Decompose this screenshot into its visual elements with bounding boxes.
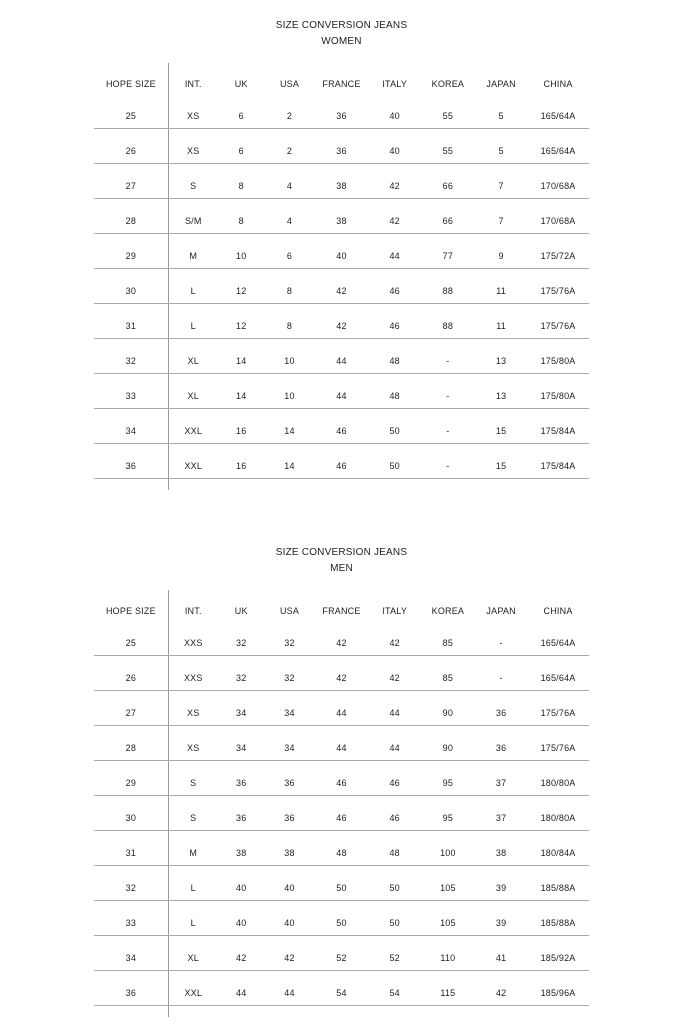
- table-cell: 42: [314, 620, 368, 655]
- table-cell: 42: [369, 655, 421, 690]
- table-cell: 165/64A: [527, 128, 589, 163]
- table-cell: 185/92A: [527, 935, 589, 970]
- table-cell: -: [421, 408, 475, 443]
- table-cell: 38: [475, 830, 527, 865]
- table-cell: 16: [218, 443, 265, 478]
- table-cell: 105: [421, 900, 475, 935]
- table-cell: 36: [475, 690, 527, 725]
- table-cell: 36: [94, 970, 168, 1005]
- table-cell: 44: [369, 690, 421, 725]
- column-header-japan: JAPAN: [486, 606, 516, 616]
- table-cell: XS: [168, 128, 218, 163]
- table-cell: 42: [218, 935, 265, 970]
- table-cell: 50: [369, 900, 421, 935]
- table-cell: 28: [94, 725, 168, 760]
- table-cell: 8: [218, 163, 265, 198]
- table-cell: 6: [265, 233, 315, 268]
- table-cell: 85: [421, 620, 475, 655]
- table-cell: 44: [314, 373, 368, 408]
- table-cell: 15: [475, 443, 527, 478]
- column-header-hope-size: HOPE SIZE: [94, 590, 168, 620]
- table-cell: 5: [475, 128, 527, 163]
- column-header-usa: USA: [279, 606, 300, 616]
- table-row: [94, 303, 589, 338]
- table-cell: 29: [94, 760, 168, 795]
- table-row: [94, 620, 589, 655]
- table-cell: 15: [475, 408, 527, 443]
- column-header-italy: ITALY: [382, 606, 408, 616]
- table-cell: 14: [265, 408, 315, 443]
- table-row: [94, 795, 589, 830]
- table-cell: M: [168, 233, 218, 268]
- table-cell: 30: [94, 795, 168, 830]
- table-cell: 77: [421, 233, 475, 268]
- table-cell: 12: [218, 268, 265, 303]
- table-cell: 40: [369, 128, 421, 163]
- table-cell: 36: [218, 760, 265, 795]
- table-row: [94, 865, 589, 900]
- table-cell: 180/80A: [527, 760, 589, 795]
- table-cell: 33: [94, 373, 168, 408]
- table-cell: 48: [314, 830, 368, 865]
- table-row: [94, 163, 589, 198]
- table-cell: 180/80A: [527, 795, 589, 830]
- table-cell: 88: [421, 303, 475, 338]
- column-header-uk: UK: [234, 606, 248, 616]
- table-cell: 115: [421, 970, 475, 1005]
- table-cell: 46: [369, 268, 421, 303]
- table-cell: 44: [314, 338, 368, 373]
- table-row: [94, 655, 589, 690]
- table-row: [94, 268, 589, 303]
- column-header-hope-size: HOPE SIZE: [94, 63, 168, 93]
- table-cell: L: [168, 900, 218, 935]
- table-cell: 42: [314, 655, 368, 690]
- table-cell: 29: [94, 233, 168, 268]
- table-cell: 34: [94, 408, 168, 443]
- title-line-2: WOMEN: [321, 36, 362, 47]
- table-cell: XL: [168, 373, 218, 408]
- table-cell: L: [168, 268, 218, 303]
- table-cell: 175/76A: [527, 303, 589, 338]
- table-cell: 165/64A: [527, 620, 589, 655]
- column-header-italy: ITALY: [382, 79, 408, 89]
- table-cell: 105: [421, 865, 475, 900]
- table-cell: 34: [94, 935, 168, 970]
- size-conversion-section-men: [0, 545, 683, 1017]
- table-row: [94, 128, 589, 163]
- header-row: [94, 590, 589, 620]
- column-header-china: CHINA: [543, 79, 573, 89]
- table-cell: 13: [475, 338, 527, 373]
- table-cell: 54: [314, 970, 368, 1005]
- table-cell: -: [475, 655, 527, 690]
- table-cell: 38: [265, 830, 315, 865]
- table-cell: 37: [475, 760, 527, 795]
- table-cell: 44: [314, 725, 368, 760]
- table-cell: XXS: [168, 620, 218, 655]
- table-cell: 46: [314, 408, 368, 443]
- table-cell: XS: [168, 725, 218, 760]
- table-cell: 4: [265, 198, 315, 233]
- table-cell: XS: [168, 93, 218, 128]
- divider-tail-row: [94, 478, 589, 490]
- table-cell: 170/68A: [527, 163, 589, 198]
- column-header-japan: JAPAN: [486, 79, 516, 89]
- table-cell: 36: [475, 725, 527, 760]
- size-conversion-table-women: [94, 63, 589, 490]
- table-cell: 32: [218, 655, 265, 690]
- table-cell: 11: [475, 268, 527, 303]
- table-cell: 37: [475, 795, 527, 830]
- title-line-1: SIZE CONVERSION JEANS: [275, 20, 408, 31]
- size-conversion-table-men: [94, 590, 589, 1017]
- table-cell: XL: [168, 338, 218, 373]
- table-row: [94, 725, 589, 760]
- table-cell: 100: [421, 830, 475, 865]
- table-cell: 39: [475, 900, 527, 935]
- table-cell: 32: [94, 865, 168, 900]
- table-cell: 42: [314, 303, 368, 338]
- table-cell: 55: [421, 128, 475, 163]
- table-cell: 36: [314, 93, 368, 128]
- table-cell: -: [421, 443, 475, 478]
- table-row: [94, 93, 589, 128]
- table-cell: 52: [314, 935, 368, 970]
- table-cell: 42: [475, 970, 527, 1005]
- table-cell: 44: [314, 690, 368, 725]
- table-cell: S: [168, 795, 218, 830]
- table-cell: 5: [475, 93, 527, 128]
- table-cell: 32: [265, 620, 315, 655]
- table-cell: 40: [265, 865, 315, 900]
- table-cell: 50: [369, 408, 421, 443]
- table-row: [94, 373, 589, 408]
- table-row: [94, 408, 589, 443]
- table-cell: 12: [218, 303, 265, 338]
- title-line-1: SIZE CONVERSION JEANS: [275, 547, 408, 558]
- table-cell: 44: [265, 970, 315, 1005]
- table-cell: 50: [314, 865, 368, 900]
- table-cell: 30: [94, 268, 168, 303]
- table-cell: 55: [421, 93, 475, 128]
- table-cell: 26: [94, 128, 168, 163]
- table-cell: XXS: [168, 655, 218, 690]
- column-header-korea: KOREA: [431, 79, 465, 89]
- table-cell: 175/80A: [527, 338, 589, 373]
- table-cell: 50: [369, 443, 421, 478]
- table-row: [94, 935, 589, 970]
- table-cell: 6: [218, 93, 265, 128]
- table-cell: 42: [265, 935, 315, 970]
- table-cell: 42: [369, 198, 421, 233]
- table-cell: 175/84A: [527, 443, 589, 478]
- table-cell: 36: [218, 795, 265, 830]
- table-cell: 44: [218, 970, 265, 1005]
- table-cell: 27: [94, 163, 168, 198]
- table-cell: 2: [265, 128, 315, 163]
- table-cell: 175/84A: [527, 408, 589, 443]
- table-cell: XXL: [168, 443, 218, 478]
- column-header-france: FRANCE: [322, 606, 361, 616]
- table-cell: 34: [265, 725, 315, 760]
- table-cell: 46: [369, 303, 421, 338]
- table-cell: 32: [94, 338, 168, 373]
- table-cell: S/M: [168, 198, 218, 233]
- table-cell: 25: [94, 620, 168, 655]
- table-cell: 40: [314, 233, 368, 268]
- table-cell: 32: [218, 620, 265, 655]
- table-cell: 165/64A: [527, 93, 589, 128]
- table-row: [94, 443, 589, 478]
- table-cell: 44: [369, 725, 421, 760]
- table-cell: 44: [369, 233, 421, 268]
- table-cell: S: [168, 163, 218, 198]
- divider-tail-row: [94, 1005, 589, 1017]
- table-row: [94, 233, 589, 268]
- table-cell: 33: [94, 900, 168, 935]
- title-line-2: MEN: [330, 563, 353, 574]
- table-cell: 175/76A: [527, 725, 589, 760]
- table-row: [94, 900, 589, 935]
- spacer-cell: [168, 478, 589, 490]
- table-cell: XXL: [168, 408, 218, 443]
- table-cell: 14: [218, 373, 265, 408]
- table-cell: 13: [475, 373, 527, 408]
- table-cell: XS: [168, 690, 218, 725]
- column-header-uk: UK: [234, 79, 248, 89]
- table-cell: 90: [421, 690, 475, 725]
- table-row: [94, 830, 589, 865]
- table-cell: 34: [265, 690, 315, 725]
- table-cell: 40: [218, 865, 265, 900]
- table-row: [94, 760, 589, 795]
- table-cell: -: [421, 373, 475, 408]
- table-cell: 8: [265, 268, 315, 303]
- table-cell: 27: [94, 690, 168, 725]
- table-title-women: [0, 18, 683, 50]
- table-cell: 42: [369, 620, 421, 655]
- table-cell: 7: [475, 163, 527, 198]
- table-cell: 54: [369, 970, 421, 1005]
- table-cell: 90: [421, 725, 475, 760]
- table-cell: 11: [475, 303, 527, 338]
- table-cell: 52: [369, 935, 421, 970]
- table-cell: 175/76A: [527, 268, 589, 303]
- table-cell: 14: [265, 443, 315, 478]
- table-cell: 40: [218, 900, 265, 935]
- header-row: [94, 63, 589, 93]
- column-header-korea: KOREA: [431, 606, 465, 616]
- table-cell: -: [475, 620, 527, 655]
- column-header-china: CHINA: [543, 606, 573, 616]
- table-cell: 36: [94, 443, 168, 478]
- table-cell: 31: [94, 830, 168, 865]
- table-cell: 175/72A: [527, 233, 589, 268]
- table-cell: 50: [369, 865, 421, 900]
- table-cell: 26: [94, 655, 168, 690]
- table-cell: 185/88A: [527, 865, 589, 900]
- table-cell: 48: [369, 373, 421, 408]
- table-cell: 2: [265, 93, 315, 128]
- table-row: [94, 970, 589, 1005]
- table-cell: 175/80A: [527, 373, 589, 408]
- table-cell: 88: [421, 268, 475, 303]
- table-cell: 36: [314, 128, 368, 163]
- table-cell: 66: [421, 198, 475, 233]
- table-cell: 36: [265, 760, 315, 795]
- divider-tail: [94, 1005, 168, 1017]
- table-cell: 6: [218, 128, 265, 163]
- table-cell: 32: [265, 655, 315, 690]
- table-cell: 40: [265, 900, 315, 935]
- table-cell: 95: [421, 795, 475, 830]
- table-cell: 50: [314, 900, 368, 935]
- table-row: [94, 198, 589, 233]
- table-cell: 42: [314, 268, 368, 303]
- table-cell: 185/88A: [527, 900, 589, 935]
- table-cell: 10: [218, 233, 265, 268]
- table-cell: XL: [168, 935, 218, 970]
- table-cell: 48: [369, 338, 421, 373]
- table-cell: 110: [421, 935, 475, 970]
- table-cell: S: [168, 760, 218, 795]
- table-cell: 7: [475, 198, 527, 233]
- table-cell: 85: [421, 655, 475, 690]
- table-cell: 34: [218, 725, 265, 760]
- table-cell: 8: [265, 303, 315, 338]
- table-cell: 39: [475, 865, 527, 900]
- table-cell: 165/64A: [527, 655, 589, 690]
- column-header-int: INT.: [184, 606, 202, 616]
- table-cell: 38: [314, 198, 368, 233]
- column-header-int: INT.: [184, 79, 202, 89]
- size-conversion-section-women: [0, 0, 683, 490]
- table-cell: 10: [265, 338, 315, 373]
- table-cell: 14: [218, 338, 265, 373]
- table-cell: 25: [94, 93, 168, 128]
- table-cell: 36: [265, 795, 315, 830]
- table-cell: L: [168, 303, 218, 338]
- spacer-cell: [168, 1005, 589, 1017]
- table-cell: 95: [421, 760, 475, 795]
- table-row: [94, 690, 589, 725]
- table-cell: 31: [94, 303, 168, 338]
- table-cell: 48: [369, 830, 421, 865]
- table-cell: 9: [475, 233, 527, 268]
- column-header-usa: USA: [279, 79, 300, 89]
- table-cell: 38: [218, 830, 265, 865]
- table-cell: 42: [369, 163, 421, 198]
- table-cell: M: [168, 830, 218, 865]
- table-cell: 34: [218, 690, 265, 725]
- table-cell: 28: [94, 198, 168, 233]
- table-title-men: [0, 545, 683, 577]
- table-cell: 8: [218, 198, 265, 233]
- table-row: [94, 338, 589, 373]
- divider-tail: [94, 478, 168, 490]
- column-header-france: FRANCE: [322, 79, 361, 89]
- table-cell: 40: [369, 93, 421, 128]
- table-cell: 66: [421, 163, 475, 198]
- table-cell: 46: [314, 443, 368, 478]
- table-cell: 180/84A: [527, 830, 589, 865]
- table-cell: 46: [369, 795, 421, 830]
- table-cell: 16: [218, 408, 265, 443]
- table-cell: 46: [314, 760, 368, 795]
- table-cell: 185/96A: [527, 970, 589, 1005]
- table-cell: 175/76A: [527, 690, 589, 725]
- table-cell: 4: [265, 163, 315, 198]
- table-cell: L: [168, 865, 218, 900]
- table-cell: 46: [314, 795, 368, 830]
- table-cell: 38: [314, 163, 368, 198]
- table-cell: XXL: [168, 970, 218, 1005]
- table-cell: 170/68A: [527, 198, 589, 233]
- table-cell: 10: [265, 373, 315, 408]
- table-cell: 41: [475, 935, 527, 970]
- table-cell: -: [421, 338, 475, 373]
- table-cell: 46: [369, 760, 421, 795]
